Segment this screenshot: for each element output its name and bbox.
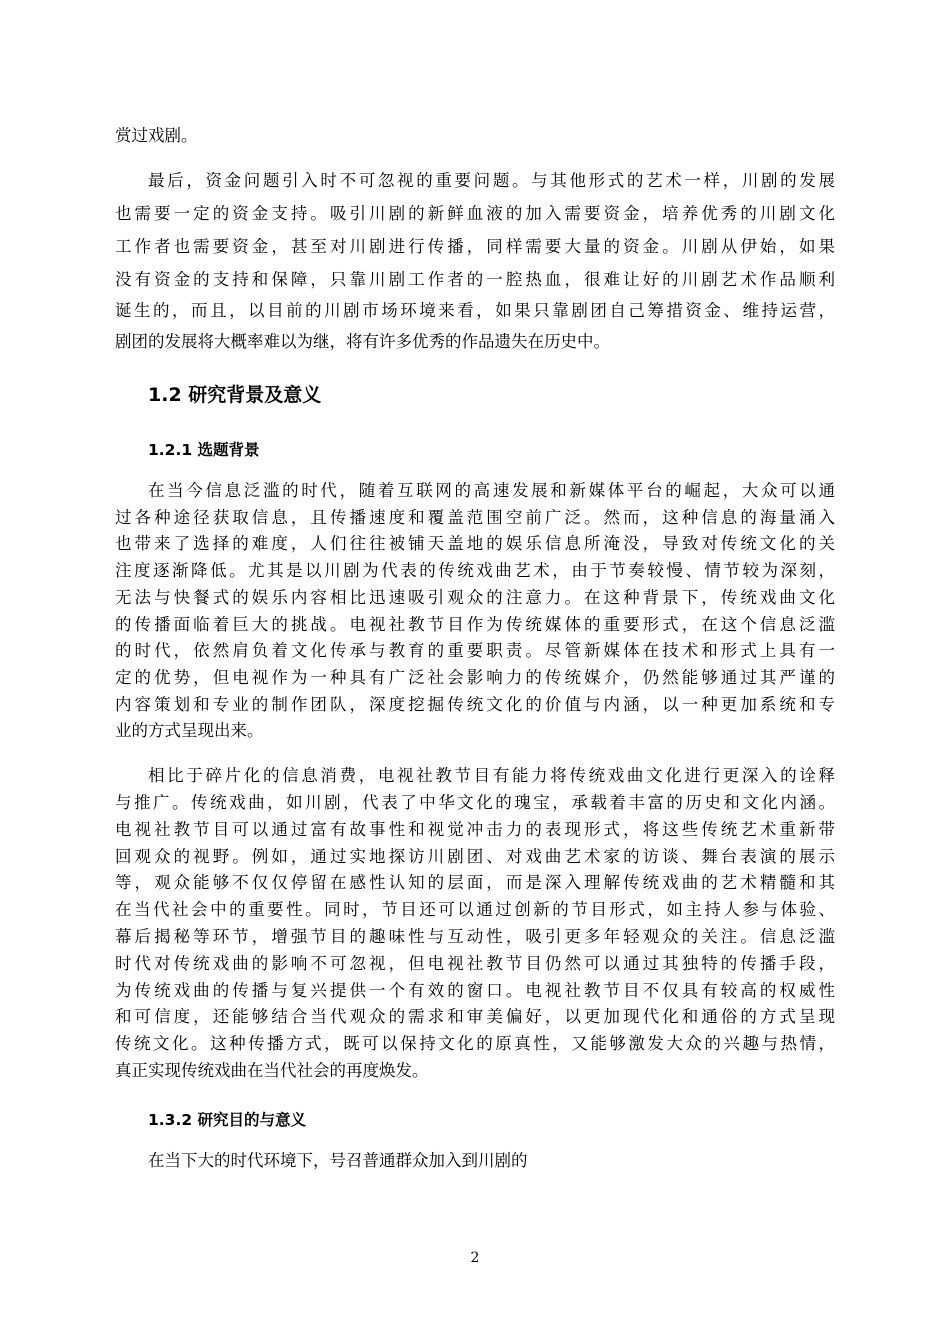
paragraph-line: 回观众的视野。例如，通过实地探访川剧团、对戏曲艺术家的访谈、舞台表演的展示 xyxy=(115,847,835,866)
paragraph-line: 真正实现传统戏曲在当代社会的再度焕发。 xyxy=(115,1061,429,1080)
paragraph-line: 在当代社会中的重要性。同时，节目还可以通过创新的节目形式，如主持人参与体验、 xyxy=(115,900,835,919)
paragraph-line: 赏过戏剧。 xyxy=(115,126,198,145)
paragraph-line: 过各种途径获取信息，且传播速度和覆盖范围空前广泛。然而，这种信息的海量涌入 xyxy=(115,508,835,527)
paragraph-line: 在当今信息泛滥的时代，随着互联网的高速发展和新媒体平台的崛起，大众可以通 xyxy=(148,481,835,500)
paragraph-line: 的传播面临着巨大的挑战。电视社教节目作为传统媒体的重要形式，在这个信息泛滥 xyxy=(115,615,835,634)
paragraph-line: 业的方式呈现出来。 xyxy=(115,721,264,740)
page-number: 2 xyxy=(470,1250,480,1266)
paragraph-line: 注度逐渐降低。尤其是以川剧为代表的传统戏曲艺术，由于节奏较慢、情节较为深刻， xyxy=(115,561,835,580)
paragraph-line: 传统文化。这种传播方式，既可以保持文化的原真性，又能够激发大众的兴趣与热情， xyxy=(115,1034,835,1053)
paragraph-line: 时代对传统戏曲的影响不可忽视，但电视社教节目仍然可以通过其独特的传播手段， xyxy=(115,954,835,973)
paragraph-line: 和可信度，还能够结合当代观众的需求和审美偏好，以更加现代化和通俗的方式呈现 xyxy=(115,1007,835,1026)
paragraph-line: 没有资金的支持和保障，只靠川剧工作者的一腔热血，很难让好的川剧艺术作品顺利 xyxy=(115,270,835,289)
paragraph-line: 电视社教节目可以通过富有故事性和视觉冲击力的表现形式，将这些传统艺术重新带 xyxy=(115,820,835,839)
paragraph-line: 内容策划和专业的制作团队，深度挖掘传统文化的价值与内涵，以一种更加系统和专 xyxy=(115,695,835,714)
paragraph-line: 幕后揭秘等环节，增强节目的趣味性与互动性，吸引更多年轻观众的关注。信息泛滥 xyxy=(115,927,835,946)
subsection-heading: 1.3.2 研究目的与意义 xyxy=(148,1111,307,1129)
paragraph-line: 也带来了选择的难度，人们往往被铺天盖地的娱乐信息所淹没，导致对传统文化的关 xyxy=(115,534,835,553)
paragraph-line: 无法与快餐式的娱乐内容相比迅速吸引观众的注意力。在这种背景下，传统戏曲文化 xyxy=(115,588,835,607)
paragraph-line: 为传统戏曲的传播与复兴提供一个有效的窗口。电视社教节目不仅具有较高的权威性 xyxy=(115,981,835,1000)
paragraph-line: 诞生的，而且，以目前的川剧市场环境来看，如果只靠剧团自己筹措资金、维持运营， xyxy=(115,301,835,320)
section-heading: 1.2 研究背景及意义 xyxy=(148,384,322,406)
paragraph-line: 剧团的发展将大概率难以为继，将有许多优秀的作品遗失在历史中。 xyxy=(115,332,610,351)
paragraph-line: 的时代，依然肩负着文化传承与教育的重要职责。尽管新媒体在技术和形式上具有一 xyxy=(115,641,835,660)
paragraph-line: 最后，资金问题引入时不可忽视的重要问题。与其他形式的艺术一样，川剧的发展 xyxy=(148,171,835,190)
paragraph-line: 工作者也需要资金，甚至对川剧进行传播，同样需要大量的资金。川剧从伊始，如果 xyxy=(115,237,835,256)
paragraph-line: 与推广。传统戏曲，如川剧，代表了中华文化的瑰宝，承载着丰富的历史和文化内涵。 xyxy=(115,793,835,812)
paragraph-line: 相比于碎片化的信息消费，电视社教节目有能力将传统戏曲文化进行更深入的诠释 xyxy=(148,766,835,785)
subsection-heading: 1.2.1 选题背景 xyxy=(148,441,260,459)
paragraph-line: 等，观众能够不仅仅停留在感性认知的层面，而是深入理解传统戏曲的艺术精髓和其 xyxy=(115,873,835,892)
paragraph-line: 定的优势，但电视作为一种具有广泛社会影响力的传统媒介，仍然能够通过其严谨的 xyxy=(115,668,835,687)
paragraph-line: 也需要一定的资金支持。吸引川剧的新鲜血液的加入需要资金，培养优秀的川剧文化 xyxy=(115,204,835,223)
paragraph-line: 在当下大的时代环境下，号召普通群众加入到川剧的 xyxy=(148,1151,528,1170)
